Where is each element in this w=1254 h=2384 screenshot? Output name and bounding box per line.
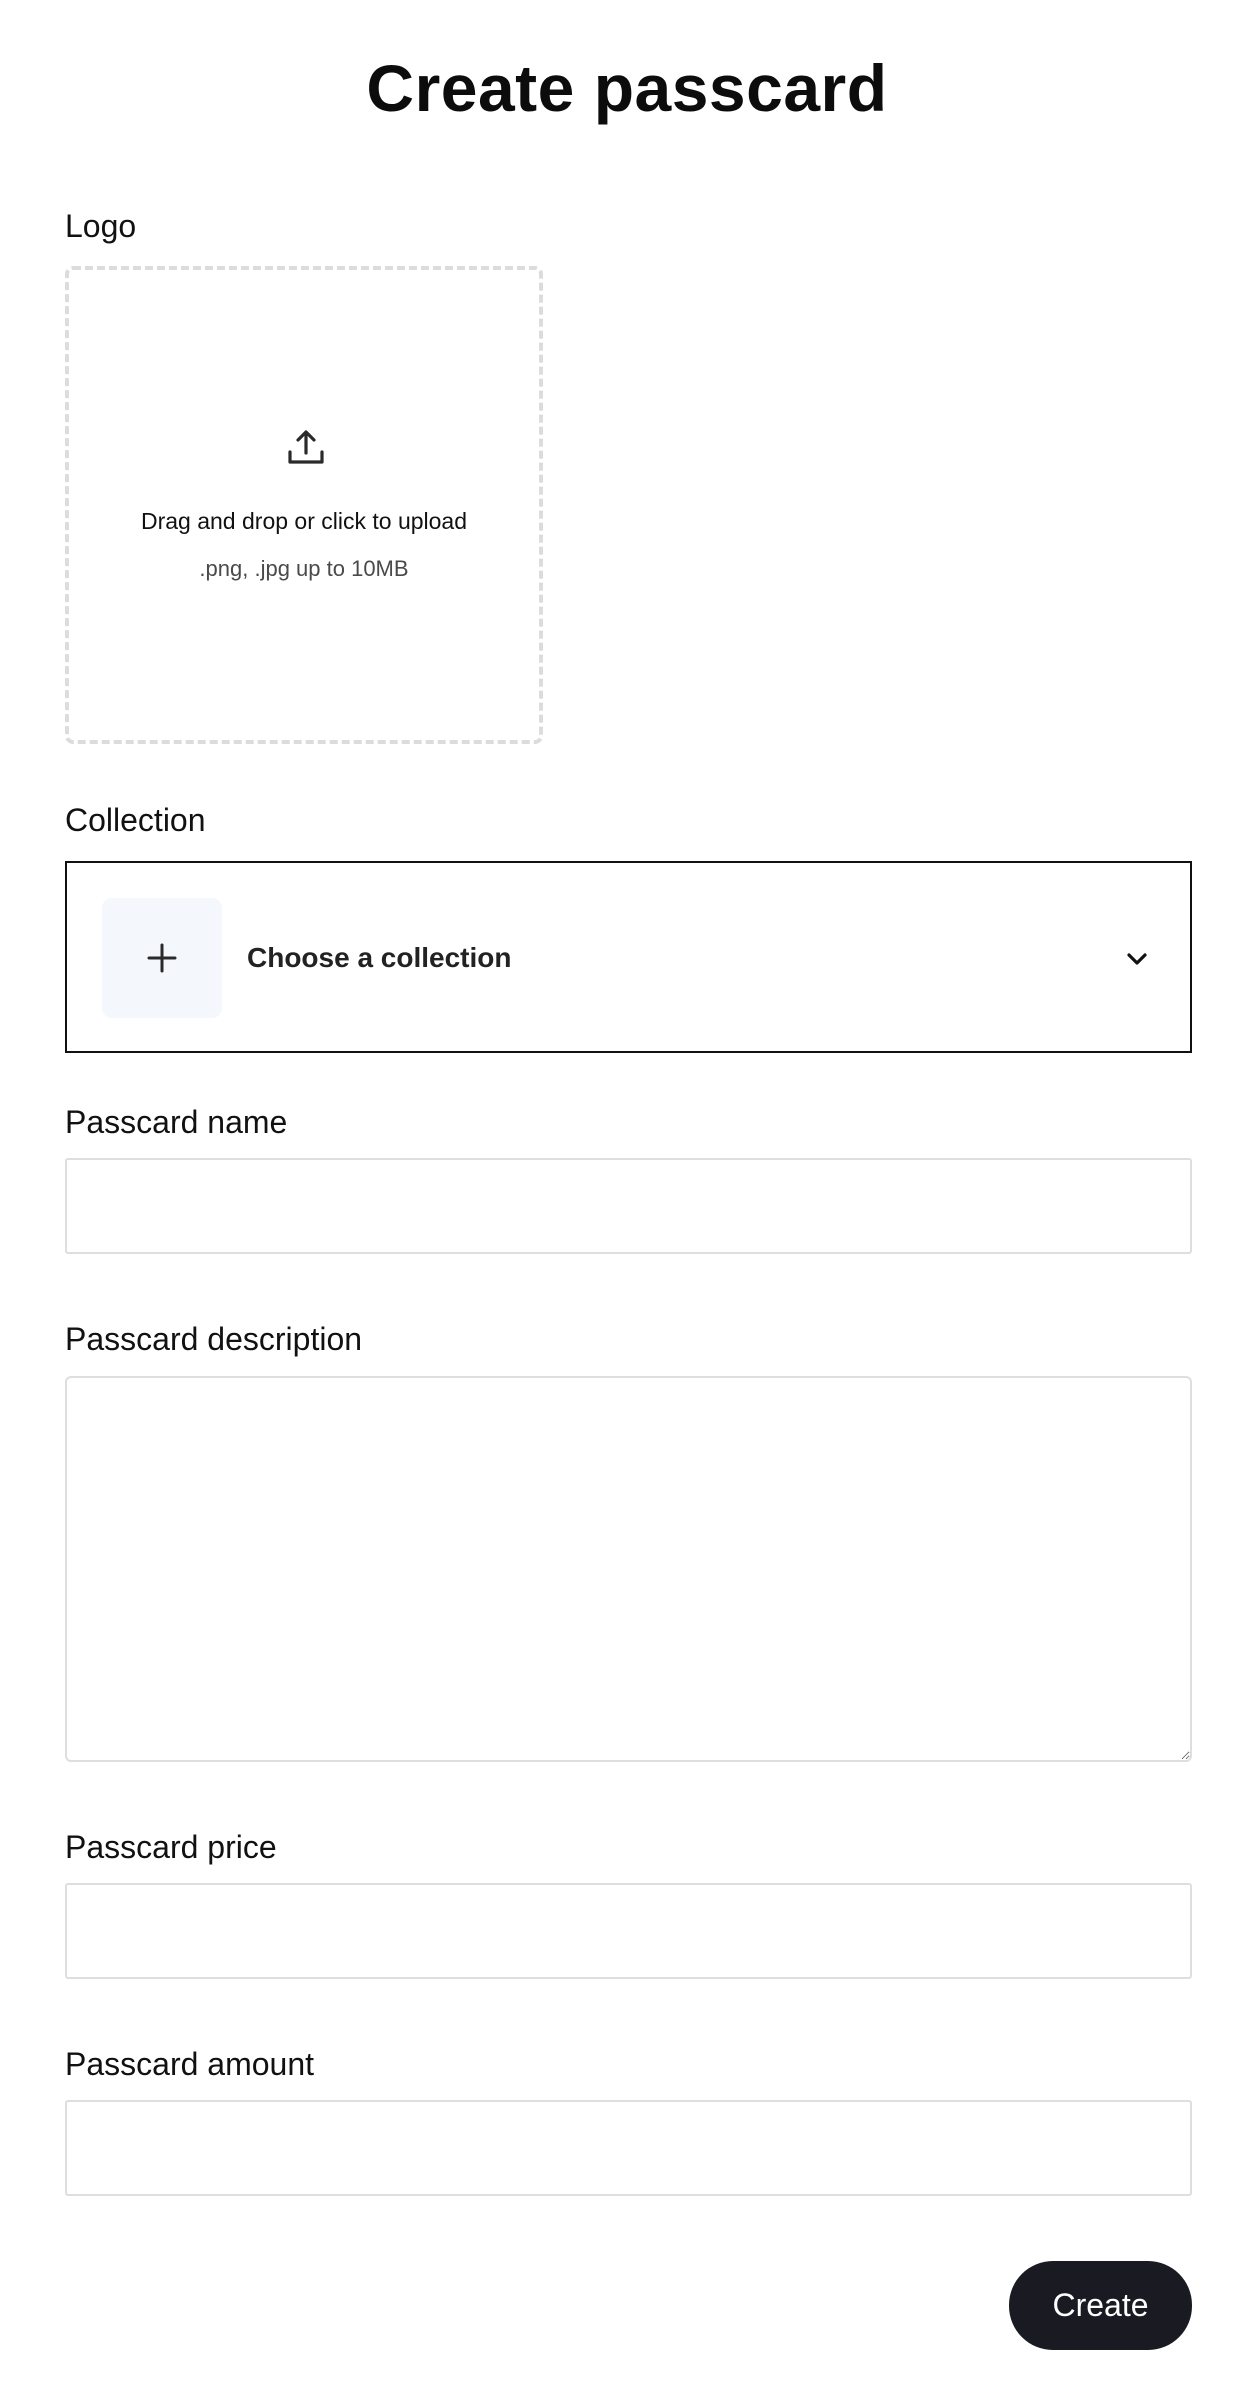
passcard-name-input[interactable] xyxy=(65,1158,1192,1254)
passcard-amount-input[interactable] xyxy=(65,2100,1192,2196)
create-button[interactable]: Create xyxy=(1009,2261,1192,2350)
passcard-price-label: Passcard price xyxy=(65,1829,277,1865)
upload-icon xyxy=(286,428,326,468)
passcard-amount-label: Passcard amount xyxy=(65,2046,315,2082)
page-title: Create passcard xyxy=(366,51,888,125)
plus-icon xyxy=(146,942,178,974)
logo-upload-dropzone[interactable] xyxy=(65,266,543,744)
collection-select-value: Choose a collection xyxy=(247,942,512,973)
logo-label: Logo xyxy=(65,208,137,244)
add-collection-thumbnail xyxy=(102,898,222,1018)
collection-select[interactable] xyxy=(65,861,1192,1053)
upload-file-hint: .png, .jpg up to 10MB xyxy=(199,556,409,581)
chevron-down-icon xyxy=(1125,947,1149,971)
passcard-price-input[interactable] xyxy=(65,1883,1192,1979)
passcard-name-label: Passcard name xyxy=(65,1104,288,1140)
collection-label: Collection xyxy=(65,802,206,838)
passcard-description-textarea[interactable] xyxy=(65,1376,1192,1762)
upload-instructions: Drag and drop or click to upload xyxy=(140,508,468,534)
passcard-description-label: Passcard description xyxy=(65,1321,363,1357)
